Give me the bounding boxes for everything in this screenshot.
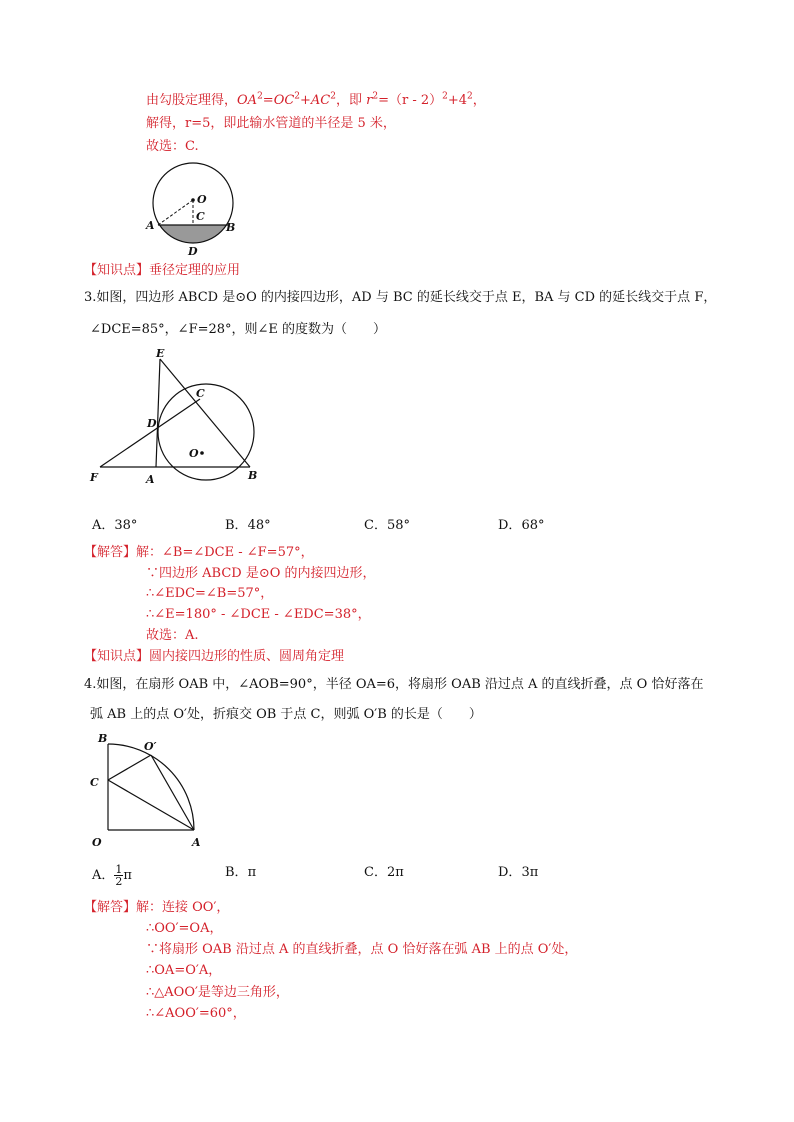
segment-o-prime-a — [151, 755, 194, 830]
q4-answer-line-5: ∴△AOO′是等边三角形， — [146, 985, 289, 1000]
solution-line-2: 解得，r=5，即此输水管道的半径是 5 米， — [146, 116, 396, 131]
center-point — [191, 198, 195, 202]
segment-co-prime — [108, 755, 151, 780]
q4-option-c: C．2π — [364, 865, 404, 880]
label-A: A — [146, 219, 155, 232]
label-E: E — [156, 347, 165, 360]
label-A: A — [192, 836, 201, 849]
label-C: C — [90, 776, 99, 789]
fraction-one-half: $\frac{1}{2}$ — [115, 863, 123, 888]
label-A: A — [146, 473, 155, 486]
label-B: B — [226, 221, 236, 234]
q4-line-1: 4.如图，在扇形 OAB 中，∠AOB=90°，半径 OA=6，将扇形 OAB 沿过点 A 的直线折叠，点 O 恰好落在 — [84, 677, 704, 692]
q3-line-2: ∠DCE=85°，∠F=28°，则∠E 的度数为（ ） — [90, 322, 387, 337]
knowledge-point-2: 【知识点】圆内接四边形的性质、圆周角定理 — [84, 649, 345, 664]
label-B: B — [98, 732, 108, 745]
q4-option-a: A． $\frac{1}{2}$ π — [92, 863, 132, 888]
center-point — [200, 451, 204, 455]
label-F: F — [90, 471, 98, 484]
q3-answer-line-5: 故选：A. — [146, 628, 199, 643]
figure-inscribed-quadrilateral — [84, 345, 264, 490]
circle-outline — [158, 384, 254, 480]
q4-answer-line-6: ∴∠AOO′=60°， — [146, 1006, 246, 1021]
label-B: B — [248, 469, 258, 482]
q4-option-d: D．3π — [498, 865, 539, 880]
q3-option-a: A．38° — [92, 518, 138, 533]
q4-line-2: 弧 AB 上的点 O′处，折痕交 OB 于点 C，则弧 O′B 的长是（ ） — [90, 707, 482, 722]
label-D: D — [147, 417, 157, 430]
q3-answer-line-3: ∴∠EDC=∠B=57°， — [146, 586, 274, 601]
knowledge-point-1: 【知识点】垂径定理的应用 — [84, 263, 241, 278]
segment-ca — [108, 780, 194, 830]
label-O-prime: O′ — [144, 740, 157, 753]
q3-line-1: 3.如图，四边形 ABCD 是⊙O 的内接四边形，AD 与 BC 的延长线交于点 E，BA 与 CD 的延长线交于点 F， — [84, 290, 717, 305]
label-O: O — [197, 193, 207, 206]
figure-circle-chord — [140, 158, 250, 258]
label-C: C — [196, 210, 205, 223]
label-O: O — [189, 447, 199, 460]
q3-answer-line-4: ∴∠E=180° - ∠DCE - ∠EDC=38°， — [146, 607, 371, 622]
figure-sector-fold — [84, 728, 214, 853]
q4-answer-line-1: 【解答】解：连接 OO′， — [84, 900, 230, 915]
q3-option-b: B．48° — [225, 518, 271, 533]
q4-option-b: B．π — [225, 865, 257, 880]
q4-answer-line-3: ∵将扇形 OAB 沿过点 A 的直线折叠，点 O 恰好落在弧 AB 上的点 O′处， — [146, 942, 578, 957]
q3-option-d: D．68° — [498, 518, 545, 533]
q3-answer-line-1: 【解答】解：∠B=∠DCE - ∠F=57°， — [84, 545, 314, 560]
solution-line-1: 由勾股定理得，$OA^2=OC^2+AC^2$，即 $r^2=(r - 2)^2+4^2$， — [146, 91, 486, 108]
line-ea — [156, 359, 160, 467]
solution-line-3: 故选：C. — [146, 139, 199, 154]
line-fc — [100, 399, 200, 467]
radius-oa — [158, 200, 193, 225]
label-D: D — [188, 245, 198, 258]
label-C: C — [196, 387, 205, 400]
q3-option-c: C．58° — [364, 518, 410, 533]
q3-answer-line-2: ∵四边形 ABCD 是⊙O 的内接四边形， — [146, 566, 376, 581]
line-eb — [160, 359, 250, 467]
q4-answer-line-4: ∴OA=O′A， — [146, 963, 222, 978]
q4-answer-line-2: ∴OO′=OA， — [146, 921, 223, 936]
label-O: O — [92, 836, 102, 849]
